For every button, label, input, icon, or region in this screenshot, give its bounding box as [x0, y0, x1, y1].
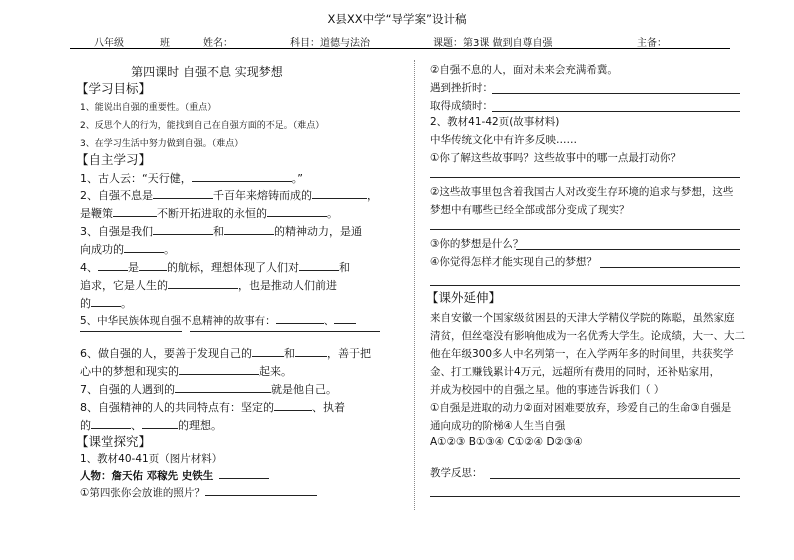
question-4-cont: 追求，它是人生的 ，也是推动人们前进 — [80, 279, 337, 292]
goal-item: 2、反思个人的行为，能找到自己在自强方面的不足。（难点） — [80, 121, 325, 131]
material-2-question-2: ②这些故事里包含着我国古人对改变生存环境的追求与梦想，这些 — [430, 186, 734, 198]
material-2-question-2-cont: 梦想中有哪些已经全部或部分变成了现实？ — [430, 204, 630, 216]
question-4: 4、 是 的航标，理想体现了人们对 和 — [80, 261, 350, 274]
lesson-title: 第四课时 自强不息 实现梦想 — [131, 65, 283, 79]
answer-line[interactable] — [492, 93, 740, 94]
answer-line[interactable] — [430, 496, 740, 497]
extension-text: 并成为校园中的自强之星。他的事迹告诉我们（ ） — [430, 384, 665, 396]
blank[interactable] — [175, 383, 271, 393]
right-statement-2: ②自强不息的人，面对未来会充满希冀。 — [430, 64, 618, 76]
blank[interactable] — [124, 243, 164, 253]
answer-line[interactable] — [492, 111, 740, 112]
blank[interactable] — [179, 365, 259, 375]
header-grade: 八年级 — [94, 38, 124, 49]
blank[interactable] — [91, 297, 121, 307]
goals-heading: 【学习目标】 — [76, 81, 152, 96]
material-2-question-4: ④你觉得怎样才能实现自己的梦想？ — [430, 256, 597, 268]
document-title: X县XX中学“导学案”设计稿 — [327, 12, 467, 26]
blank[interactable] — [168, 279, 238, 289]
blank[interactable] — [139, 261, 167, 271]
goal-item: 1、能说出自强的重要性。（重点） — [80, 103, 217, 113]
blank[interactable] — [252, 347, 284, 357]
column-divider — [414, 60, 415, 510]
blank[interactable] — [334, 314, 356, 324]
material-2: 2、教材41-42页(故事材料) — [430, 116, 560, 128]
material-2-intro: 中华传统文化中有许多反映…… — [430, 134, 577, 146]
extension-heading: 【课外延伸】 — [426, 290, 502, 305]
answer-line[interactable] — [490, 478, 740, 479]
blank[interactable] — [113, 207, 157, 217]
answer-line[interactable] — [516, 249, 740, 250]
reflection-label: 教学反思： — [430, 467, 483, 479]
answer-line[interactable] — [430, 229, 740, 230]
blank[interactable] — [299, 261, 339, 271]
header-subject: 科目：道德与法治 — [290, 38, 370, 49]
extension-text: 来自安徽一个国家级贫困县的天津大学精仪学院的陈聪，虽然家庭 — [430, 312, 735, 324]
blank[interactable] — [276, 314, 324, 324]
blank[interactable] — [153, 189, 213, 199]
extension-options: ①自强是进取的动力②面对困难要放弃，珍爱自己的生命③自强是 — [430, 402, 732, 414]
material-2-question-1: ①你了解这些故事吗？这些故事中的哪一点最打动你？ — [430, 152, 681, 164]
extension-text: 清贫，但丝毫没有影响他成为一名优秀大学生。论成绩，大一、大二 — [430, 330, 745, 342]
question-3: 3、自强是我们 和 的精神动力，是通 — [80, 225, 362, 238]
self-study-heading: 【自主学习】 — [76, 152, 152, 167]
blank[interactable] — [142, 419, 178, 429]
header-topic: 课题：第3课 做到自尊自强 — [433, 38, 553, 49]
answer-line[interactable] — [430, 177, 740, 178]
extension-text: 金、打工赚钱累计4万元，远超所有费用的同时，还补贴家用， — [430, 366, 721, 378]
question-3-cont: 向成功的 。 — [80, 243, 175, 256]
achievement-label: 取得成绩时： — [430, 100, 493, 112]
blank[interactable] — [192, 172, 292, 182]
blank[interactable] — [98, 261, 128, 271]
setback-label: 遇到挫折时： — [430, 82, 493, 94]
header-editor: 主备： — [637, 38, 667, 49]
blank[interactable] — [205, 486, 317, 496]
question-2: 2、自强不息是 千百年来熔铸而成的 ， — [80, 189, 378, 202]
answer-line[interactable] — [600, 267, 740, 268]
blank[interactable] — [312, 189, 367, 199]
question-8-cont: 的 、 的理想。 — [80, 419, 222, 432]
material-1-question: ①第四张你会放谁的照片？ — [80, 485, 317, 500]
blank[interactable] — [295, 347, 327, 357]
answer-line[interactable] — [80, 331, 182, 332]
header-class: 班 — [160, 38, 170, 49]
extension-text: 他在年级300多人中名列第一，在入学两年多的时间里，共获奖学 — [430, 348, 734, 360]
question-5: 5、中华民族体现自强不息精神的故事有： 、 — [80, 313, 356, 328]
goal-item: 3、在学习生活中努力做到自强。（难点） — [80, 139, 244, 149]
question-2-cont: 是鞭策 不断开拓进取的永恒的 。 — [80, 207, 338, 220]
answer-choices: A①②③ B①③④ C①②④ D②③④ — [430, 436, 583, 448]
question-8: 8、自强精神的人的共同特点有：坚定的 、执着 — [80, 401, 345, 414]
question-7: 7、自强的人遇到的 就是他自己。 — [80, 383, 337, 396]
blank[interactable] — [224, 225, 274, 235]
extension-options-cont: 通向成功的阶梯④人生当自强 — [430, 420, 566, 432]
blank[interactable] — [267, 207, 327, 217]
answer-line[interactable] — [190, 331, 380, 332]
answer-line[interactable] — [430, 285, 740, 286]
header-rule — [70, 48, 730, 49]
question-1: 1、古人云：“天行健， 。” — [80, 172, 303, 185]
question-6-cont: 心中的梦想和现实的 起来。 — [80, 365, 292, 378]
header-name: 姓名： — [203, 38, 233, 49]
blank[interactable] — [153, 225, 213, 235]
material-2-question-3: ③你的梦想是什么？ — [430, 238, 524, 250]
blank[interactable] — [274, 401, 312, 411]
blank[interactable] — [91, 419, 131, 429]
blank[interactable] — [219, 469, 269, 479]
explore-heading: 【课堂探究】 — [76, 434, 152, 449]
material-1: 1、教材40-41页（图片材料） — [80, 453, 223, 465]
people-list: 人物：詹天佑 邓稼先 史铁生 — [80, 468, 269, 483]
question-6: 6、做自强的人，要善于发现自己的 和 ，善于把 — [80, 347, 371, 360]
question-4-end: 的 。 — [80, 297, 132, 310]
